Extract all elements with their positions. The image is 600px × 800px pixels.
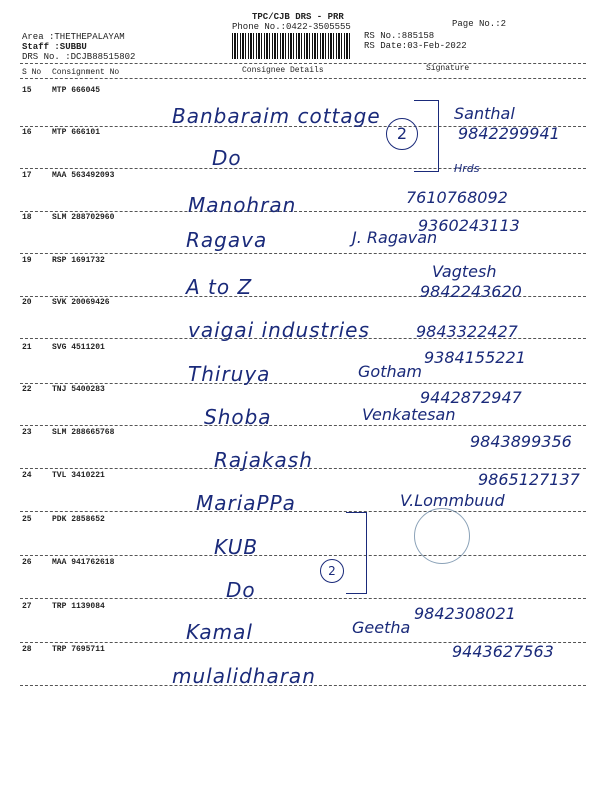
col-sno: S No [22,68,42,77]
row-signature: Geetha [352,618,411,637]
row-consignment-number: SVK 20069426 [52,298,110,307]
count-circle-mark: 2 [386,118,418,150]
row-sno: 23 [22,428,32,437]
row-divider [20,253,586,254]
row-sno: 28 [22,645,32,654]
row-divider [20,211,586,212]
row-phone-handwritten: 9842243620 [420,282,522,301]
row-consignee-handwritten: Banbaraim cottage [172,104,381,128]
row-sno: 21 [22,343,32,352]
header-rule-bottom [20,78,586,79]
drs-number: DRS No. :DCJB88515802 [22,52,136,62]
col-consignee: Consignee Details [242,66,324,75]
col-signature: Signature [426,64,470,73]
row-divider [20,168,586,169]
row-sno: 25 [22,515,32,524]
row-sno: 27 [22,602,32,611]
row-phone-handwritten: 9360243113 [418,216,520,235]
row-consignment-number: RSP 1691732 [52,256,105,265]
row-sno: 22 [22,385,32,394]
row-consignment-number: TRP 1139084 [52,602,105,611]
row-consignment-number: SVG 4511201 [52,343,105,352]
row-consignee-handwritten: mulalidharan [172,664,316,688]
row-consignee-handwritten: Rajakash [214,448,313,472]
row-sno: 17 [22,171,32,180]
document-title: TPC/CJB DRS - PRR [252,12,344,22]
row-consignment-number: SLM 288665768 [52,428,115,437]
row-phone-handwritten: 9384155221 [424,348,526,367]
row-divider [20,511,586,512]
header-rule-top [20,63,586,64]
row-sno: 18 [22,213,32,222]
page-number: Page No.:2 [452,19,507,29]
row-phone-handwritten: 9843899356 [470,432,572,451]
row-consignee-handwritten: Thiruya [188,362,271,386]
row-divider [20,598,586,599]
row-consignee-handwritten: Shoba [204,405,272,429]
row-consignee-handwritten: A to Z [186,275,253,299]
row-phone-handwritten: 9865127137 [478,470,580,489]
row-phone-handwritten: 9443627563 [452,642,554,661]
row-consignee-handwritten: Manohran [188,193,297,217]
grouping-bracket [414,100,439,172]
row-sno: 15 [22,86,32,95]
row-consignment-number: SLM 288702960 [52,213,115,222]
row-signature: V.Lommbuud [400,491,505,510]
handwritten-note: Hrds [454,162,480,175]
row-divider [20,425,586,426]
row-consignee-handwritten: vaigai industries [188,318,370,342]
row-sno: 26 [22,558,32,567]
rs-date: RS Date:03-Feb-2022 [364,41,467,51]
row-phone-handwritten: 9842308021 [414,604,516,623]
row-phone-handwritten: 9442872947 [420,388,522,407]
row-consignee-handwritten: Ragava [186,228,268,252]
round-stamp [414,508,470,564]
row-consignment-number: PDK 2858652 [52,515,105,524]
count-circle-mark-2: 2 [320,559,344,583]
row-signature: Gotham [358,362,422,381]
row-sno: 16 [22,128,32,137]
area-label: Area :THETHEPALAYAM [22,32,125,42]
row-signature: J. Ragavan [352,228,438,247]
rs-number: RS No.:885158 [364,31,435,41]
row-consignment-number: MTP 666045 [52,86,101,95]
col-consignment: Consignment No [52,68,120,77]
row-consignment-number: MTP 666101 [52,128,101,137]
row-consignment-number: TVL 3410221 [52,471,105,480]
row-phone-handwritten: 9842299941 [458,124,560,143]
header-phone: Phone No.:0422-3505555 [232,22,351,32]
row-consignee-handwritten: Do [212,146,242,170]
row-consignee-handwritten: KUB [214,535,259,559]
row-consignment-number: TRP 7695711 [52,645,105,654]
row-sno: 24 [22,471,32,480]
row-signature: Santhal [454,104,515,123]
row-divider [20,383,586,384]
row-consignee-handwritten: Do [226,578,256,602]
row-consignee-handwritten: Kamal [186,620,253,644]
row-consignment-number: MAA 563492093 [52,171,115,180]
row-consignment-number: MAA 941762618 [52,558,115,567]
row-sno: 19 [22,256,32,265]
staff-label: Staff :SUBBU [22,42,87,52]
row-sno: 20 [22,298,32,307]
row-consignee-handwritten: MariaPPa [196,491,296,515]
row-phone-handwritten: 9843322427 [416,322,518,341]
row-phone-handwritten: 7610768092 [406,188,508,207]
barcode [232,33,350,59]
row-signature: Vagtesh [432,262,497,281]
row-divider [20,555,586,556]
row-consignment-number: TNJ 5400283 [52,385,105,394]
grouping-bracket-2 [346,512,367,594]
row-signature: Venkatesan [362,405,456,424]
